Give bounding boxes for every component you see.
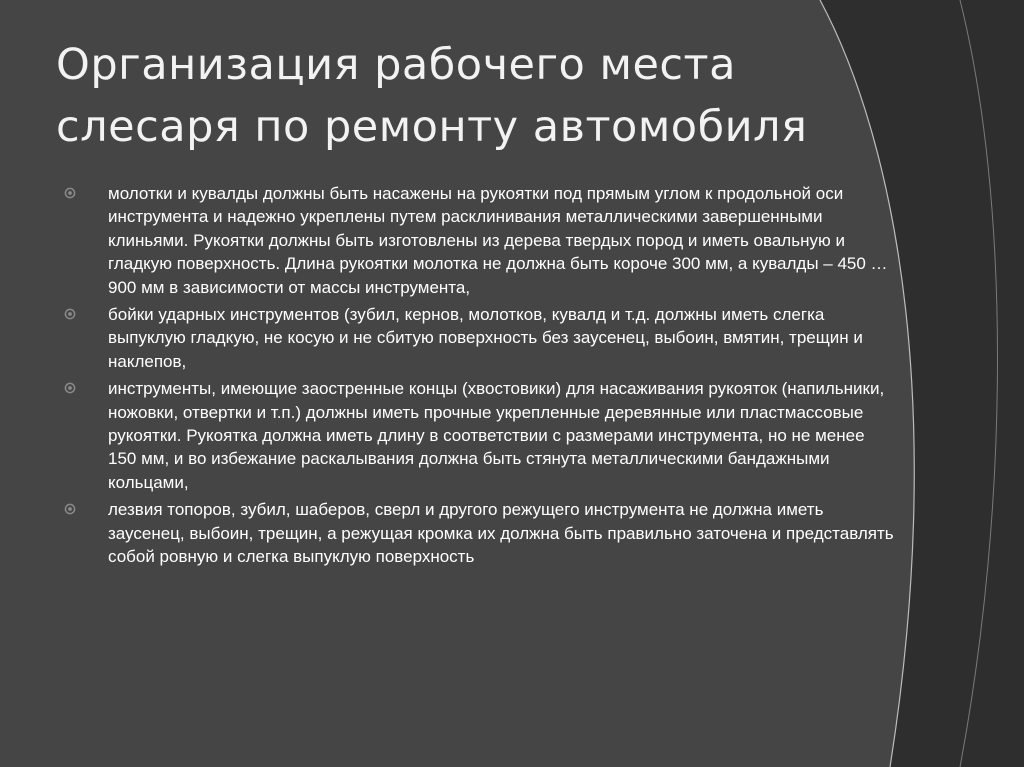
- ring-bullet-icon: [64, 382, 76, 394]
- bullet-list: [64, 182, 894, 573]
- title-line-1: Организация рабочего места: [56, 40, 736, 90]
- ring-bullet-icon: [64, 503, 76, 515]
- bullet-text: инструменты, имеющие заостренные концы (хвостовики) для насаживания рукояток (напильники, ножовки, отвертки и т.п.) должны иметь прочные укрепленные деревянные или пластмассовые рукоятки. Рукоятка должна иметь длину в соответствии с размерами инструмента, но не менее 150 мм, и во избежание раскалывания должна быть стянута металлическими бандажными кольцами,: [108, 379, 885, 492]
- list-item: [64, 498, 894, 568]
- bullet-text: бойки ударных инструментов (зубил, кернов, молотков, кувалд и т.д. должны иметь слегка выпуклую гладкую, не косую и не сбитую поверхность без заусенец, выбоин, вмятин, трещин и наклепов,: [108, 305, 863, 371]
- list-item: [64, 182, 894, 299]
- list-item: [64, 303, 894, 373]
- bullet-text: молотки и кувалды должны быть насажены на рукоятки под прямым углом к продольной оси инструмента и надежно укреплены путем расклинивания металлическими завершенными клиньями. Рукоятки должны быть изготовлены из дерева твердых пород и иметь овальную и гладкую поверхность. Длина рукоятки молотка не должна быть короче 300 мм, а кувалды – 450 … 900 мм в зависимости от массы инструмента,: [108, 184, 888, 297]
- ring-bullet-icon: [64, 187, 76, 199]
- title-line-2: слесаря по ремонту автомобиля: [56, 102, 808, 152]
- slide-title: [56, 34, 916, 158]
- ring-bullet-icon: [64, 308, 76, 320]
- bullet-text: лезвия топоров, зубил, шаберов, сверл и другого режущего инструмента не должна иметь заусенец, выбоин, трещин, а режущая кромка их должна быть правильно заточена и представлять собой ровную и слегка выпуклую поверхность: [108, 500, 894, 567]
- list-item: [64, 377, 894, 494]
